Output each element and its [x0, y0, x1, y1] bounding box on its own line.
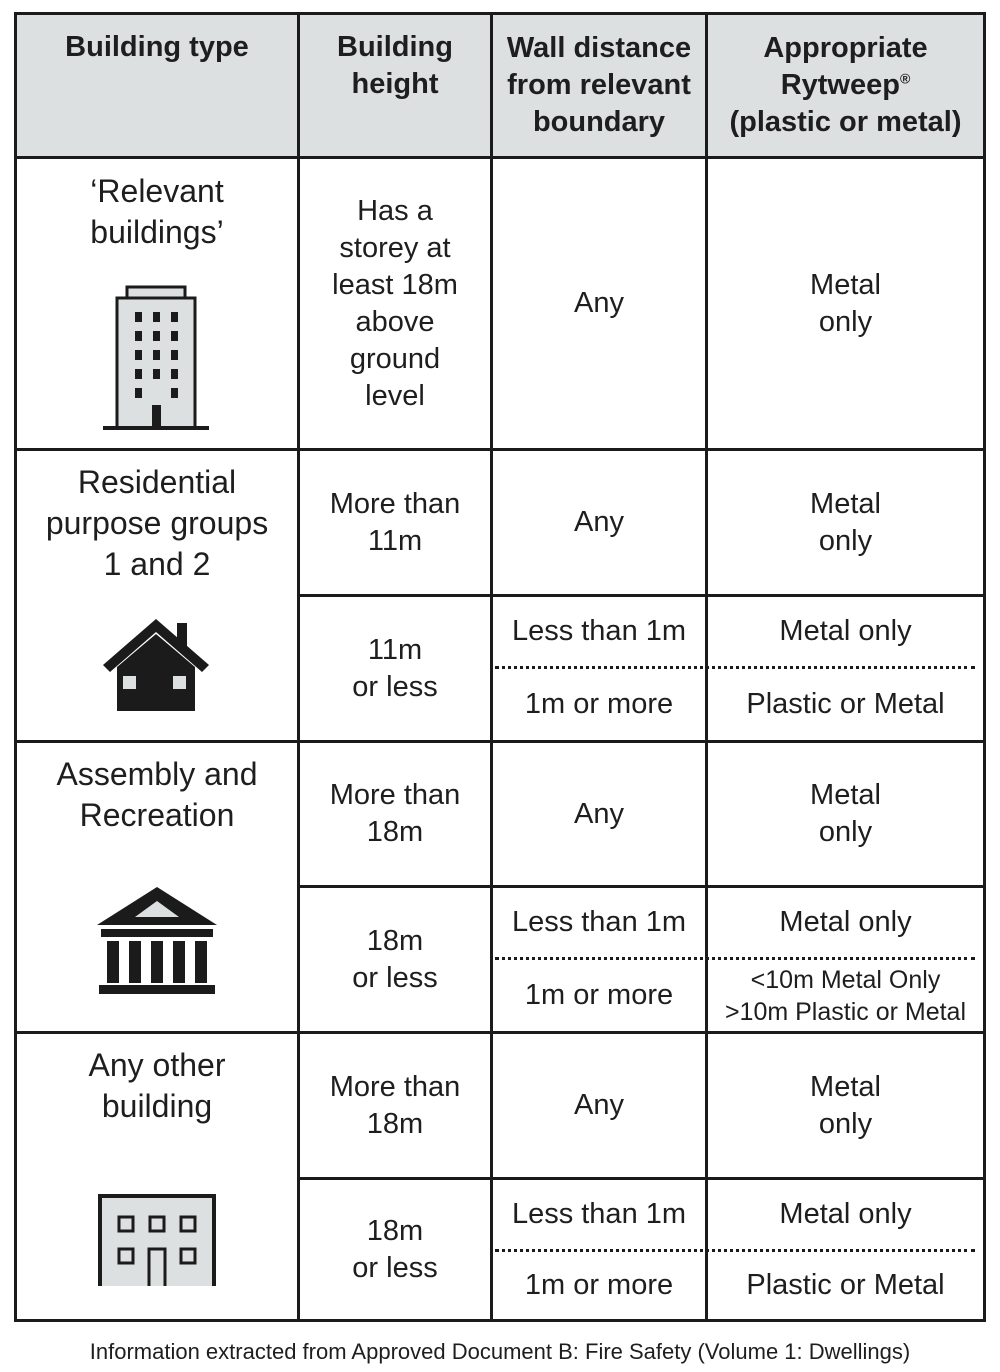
height-relevant-line2: storey at [339, 231, 451, 264]
type-relevant-buildings [17, 171, 297, 253]
product-assembly-lower-a-label: Metal only [779, 906, 912, 938]
product-residential-upper [708, 451, 983, 594]
height-relevant-line3: least 18m [332, 268, 458, 301]
height-relevant [300, 159, 490, 448]
distance-assembly-lower-a-label: Less than 1m [511, 906, 687, 938]
type-relevant-line1: ‘Relevant [90, 173, 224, 209]
height-other-lower-line1: 18m [366, 1214, 424, 1247]
product-residential-lower-b [708, 669, 983, 740]
height-assembly-upper-line2: 18m [366, 816, 424, 848]
distance-residential-lower-b [493, 669, 705, 740]
type-relevant-line2: buildings’ [90, 214, 224, 250]
low-rise-building-icon [97, 1193, 217, 1289]
product-residential-lower-a [708, 597, 983, 666]
type-any-other-line2: building [101, 1088, 213, 1124]
distance-assembly-upper [493, 743, 705, 885]
type-assembly-line2: Recreation [79, 797, 235, 833]
product-relevant-line1: Metal [810, 268, 881, 301]
distance-residential-upper-label: Any [574, 506, 624, 538]
height-other-lower [300, 1180, 490, 1319]
header-wall-distance-line1: Wall distance [506, 32, 692, 64]
distance-other-upper [493, 1034, 705, 1177]
height-residential-upper-line2: 11m [367, 524, 423, 557]
product-residential-upper-line2: only [818, 524, 873, 557]
header-wall-distance-line3: boundary [532, 106, 666, 138]
product-assembly-lower-b-line1: <10m Metal Only [750, 965, 941, 994]
height-residential-lower-line1: 11m [367, 633, 423, 666]
product-assembly-lower-b [708, 960, 983, 1031]
height-other-upper [300, 1034, 490, 1177]
product-assembly-lower-b-line2: >10m Plastic or Metal [724, 997, 967, 1026]
product-residential-upper-line1: Metal [810, 487, 881, 520]
header-building-height [300, 15, 490, 156]
header-appropriate-rytweep [708, 15, 983, 156]
header-building-type [17, 15, 297, 156]
height-residential-upper-line1: More than [329, 487, 461, 520]
height-residential-upper [300, 451, 490, 594]
distance-other-lower-a [493, 1180, 705, 1249]
type-assembly-line1: Assembly and [56, 756, 258, 792]
type-any-other [17, 1045, 297, 1127]
product-other-upper [708, 1034, 983, 1177]
header-rytweep-brand: Rytweep [780, 69, 900, 101]
registered-mark: ® [899, 70, 911, 87]
classical-building-icon [95, 885, 219, 997]
product-assembly-upper-line1: Metal [810, 779, 881, 811]
type-residential-line2: purpose groups [45, 505, 269, 541]
height-relevant-line1: Has a [357, 194, 433, 227]
height-other-lower-line2: or less [352, 1251, 438, 1284]
height-assembly-lower [300, 888, 490, 1031]
height-assembly-upper-line1: More than [329, 779, 461, 811]
header-building-height-line2: height [351, 68, 439, 100]
product-other-lower-a-label: Metal only [779, 1198, 912, 1230]
distance-assembly-upper-label: Any [574, 797, 624, 830]
tall-building-icon [103, 283, 211, 433]
header-wall-distance [493, 15, 705, 156]
header-rytweep-line1: Appropriate [763, 32, 928, 64]
height-other-upper-line2: 18m [366, 1107, 424, 1140]
distance-other-upper-label: Any [574, 1089, 624, 1121]
product-residential-lower-a-label: Metal only [779, 615, 912, 647]
height-relevant-line6: level [365, 379, 425, 412]
product-relevant [708, 159, 983, 448]
header-building-type-label: Building type [65, 31, 249, 63]
height-relevant-line5: ground [349, 342, 441, 375]
product-other-upper-line2: only [818, 1107, 873, 1140]
distance-other-lower-b [493, 1252, 705, 1319]
height-residential-lower [300, 597, 490, 740]
height-residential-lower-line2: or less [352, 670, 438, 703]
distance-assembly-lower-a [493, 888, 705, 957]
house-icon [99, 613, 215, 713]
distance-residential-lower-a [493, 597, 705, 666]
product-residential-lower-b-label: Plastic or Metal [746, 688, 945, 720]
height-relevant-line4: above [355, 305, 435, 338]
fire-safety-table [14, 12, 986, 1322]
height-assembly-lower-line2: or less [352, 961, 438, 994]
distance-residential-lower-a-label: Less than 1m [511, 615, 687, 647]
type-residential-line1: Residential [77, 464, 237, 500]
distance-relevant-label: Any [574, 287, 624, 319]
product-other-upper-line1: Metal [810, 1070, 881, 1103]
distance-other-lower-b-label: 1m or more [524, 1269, 674, 1301]
type-residential-line3: 1 and 2 [103, 546, 211, 582]
distance-assembly-lower-b-label: 1m or more [524, 979, 674, 1011]
type-any-other-line1: Any other [88, 1047, 226, 1083]
distance-residential-lower-b-label: 1m or more [524, 688, 674, 720]
product-other-lower-a [708, 1180, 983, 1249]
height-assembly-lower-line1: 18m [366, 924, 424, 957]
product-assembly-upper-line2: only [818, 816, 873, 848]
product-assembly-lower-a [708, 888, 983, 957]
distance-relevant [493, 159, 705, 448]
header-building-height-line1: Building [337, 31, 453, 63]
product-other-lower-b-label: Plastic or Metal [746, 1269, 945, 1301]
product-relevant-line2: only [818, 305, 873, 338]
distance-residential-upper [493, 451, 705, 594]
header-wall-distance-line2: from relevant [507, 69, 691, 101]
header-rytweep-line3: (plastic or metal) [729, 106, 962, 138]
height-assembly-upper [300, 743, 490, 885]
product-assembly-upper [708, 743, 983, 885]
type-residential [17, 462, 297, 585]
header-rytweep-line2 [781, 67, 911, 104]
product-other-lower-b [708, 1252, 983, 1319]
source-caption: Information extracted from Approved Document B: Fire Safety (Volume 1: Dwellings) [89, 1339, 911, 1364]
height-other-upper-line1: More than [329, 1070, 461, 1103]
type-assembly [17, 754, 297, 836]
distance-assembly-lower-b [493, 960, 705, 1031]
distance-other-lower-a-label: Less than 1m [511, 1198, 687, 1230]
